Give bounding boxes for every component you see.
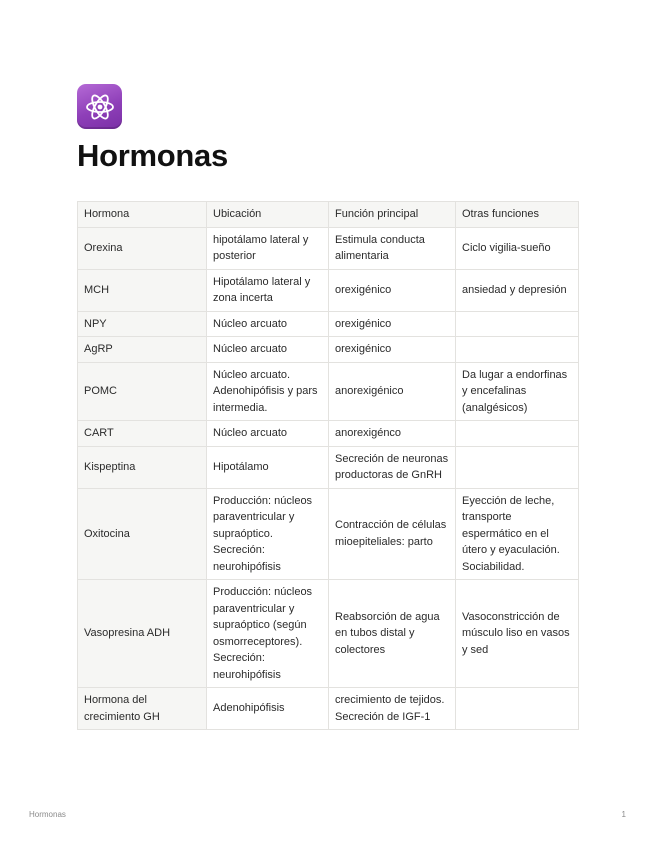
cell-ubicacion: Núcleo arcuato bbox=[207, 337, 329, 363]
table-row bbox=[78, 311, 579, 337]
cell-hormona: Vasopresina ADH bbox=[78, 580, 207, 688]
table-row bbox=[78, 488, 579, 580]
cell-ubicacion: Núcleo arcuato bbox=[207, 311, 329, 337]
table-row bbox=[78, 446, 579, 488]
cell-ubicacion: Producción: núcleos paraventricular y supraóptico (según osmorreceptores). Secreción: neurohipófisis bbox=[207, 580, 329, 688]
cell-ubicacion: Núcleo arcuato bbox=[207, 421, 329, 447]
cell-hormona: Hormona del crecimiento GH bbox=[78, 688, 207, 730]
cell-otras bbox=[456, 337, 579, 363]
cell-otras: ansiedad y depresión bbox=[456, 269, 579, 311]
cell-hormona: Kispeptina bbox=[78, 446, 207, 488]
table-row bbox=[78, 362, 579, 421]
cell-hormona: Orexina bbox=[78, 227, 207, 269]
cell-otras: Vasoconstricción de músculo liso en vasos y sed bbox=[456, 580, 579, 688]
page-title: Hormonas bbox=[77, 138, 228, 173]
column-header-otras: Otras funciones bbox=[456, 202, 579, 228]
cell-otras: Da lugar a endorfinas y encefalinas (analgésicos) bbox=[456, 362, 579, 421]
cell-funcion: Contracción de células mioepiteliales: parto bbox=[329, 488, 456, 580]
table-row bbox=[78, 337, 579, 363]
table-row bbox=[78, 688, 579, 730]
cell-otras bbox=[456, 311, 579, 337]
column-header-funcion: Función principal bbox=[329, 202, 456, 228]
cell-funcion: anorexigénico bbox=[329, 362, 456, 421]
table-row bbox=[78, 227, 579, 269]
cell-hormona: NPY bbox=[78, 311, 207, 337]
footer-doc-title: Hormonas bbox=[29, 810, 66, 819]
footer-page-number: 1 bbox=[621, 810, 626, 819]
column-header-hormona: Hormona bbox=[78, 202, 207, 228]
cell-otras bbox=[456, 446, 579, 488]
atom-icon bbox=[77, 84, 122, 129]
cell-hormona: AgRP bbox=[78, 337, 207, 363]
cell-hormona: CART bbox=[78, 421, 207, 447]
cell-funcion: Reabsorción de agua en tubos distal y colectores bbox=[329, 580, 456, 688]
cell-hormona: MCH bbox=[78, 269, 207, 311]
cell-funcion: orexigénico bbox=[329, 337, 456, 363]
cell-otras bbox=[456, 421, 579, 447]
cell-ubicacion: Producción: núcleos paraventricular y supraóptico. Secreción: neurohipófisis bbox=[207, 488, 329, 580]
cell-ubicacion: Hipotálamo bbox=[207, 446, 329, 488]
cell-funcion: Secreción de neuronas productoras de GnRH bbox=[329, 446, 456, 488]
hormones-table bbox=[77, 201, 579, 730]
cell-otras bbox=[456, 688, 579, 730]
cell-ubicacion: hipotálamo lateral y posterior bbox=[207, 227, 329, 269]
cell-ubicacion: Hipotálamo lateral y zona incerta bbox=[207, 269, 329, 311]
column-header-ubicacion: Ubicación bbox=[207, 202, 329, 228]
cell-hormona: Oxitocina bbox=[78, 488, 207, 580]
table-row bbox=[78, 269, 579, 311]
cell-funcion: orexigénico bbox=[329, 269, 456, 311]
cell-funcion: anorexigénco bbox=[329, 421, 456, 447]
table-row bbox=[78, 421, 579, 447]
table-header-row bbox=[78, 202, 579, 228]
cell-ubicacion: Núcleo arcuato. Adenohipófisis y pars intermedia. bbox=[207, 362, 329, 421]
cell-ubicacion: Adenohipófisis bbox=[207, 688, 329, 730]
cell-funcion: crecimiento de tejidos. Secreción de IGF-1 bbox=[329, 688, 456, 730]
cell-hormona: POMC bbox=[78, 362, 207, 421]
cell-otras: Ciclo vigilia-sueño bbox=[456, 227, 579, 269]
table-row bbox=[78, 580, 579, 688]
cell-funcion: Estimula conducta alimentaria bbox=[329, 227, 456, 269]
cell-otras: Eyección de leche, transporte espermático en el útero y eyaculación. Sociabilidad. bbox=[456, 488, 579, 580]
atom-icon-glyph bbox=[84, 91, 116, 123]
cell-funcion: orexigénico bbox=[329, 311, 456, 337]
